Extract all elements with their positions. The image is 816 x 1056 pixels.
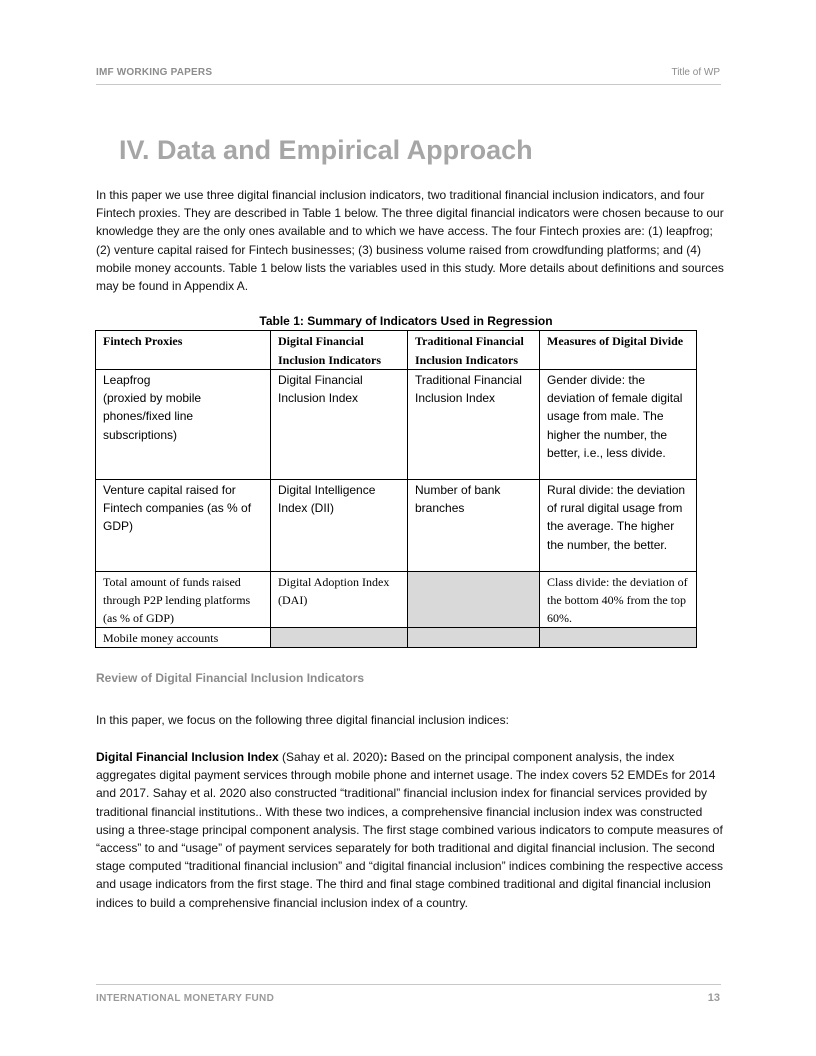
cell-digital: Digital Financial Inclusion Index [271,370,408,480]
table-row [96,480,697,572]
indicators-table [95,330,697,648]
cell-proxy: Mobile money accounts [96,628,271,648]
footer-organization: INTERNATIONAL MONETARY FUND [96,993,275,1004]
cell-divide-empty [540,628,697,648]
table-row [96,628,697,648]
intro-paragraph: In this paper we use three digital financial inclusion indicators, two traditional financial inclusion indicators, and four Fintech proxies. They are described in Table 1 below. The three digital financial indicators were chosen because to our knowledge they are the only ones available and to which we have access. The four Fintech proxies are: (1) leapfrog; (2) venture capital raised for Fintech businesses; (3) business volume raised from crowdfunding platforms; and (4) mobile money accounts. Table 1 below lists the variables used in this study. More details about definitions and sources may be found in Appendix A. [96,188,724,294]
proxy-line: subscriptions) [103,427,178,442]
dfii-colon: : [383,750,388,764]
proxy-line: Leapfrog [103,373,151,387]
table-caption: Table 1: Summary of Indicators Used in Regression [259,314,553,328]
header-title-label: Title of WP [671,67,720,78]
cell-traditional: Number of bank branches [408,480,540,572]
cell-traditional-empty [408,572,540,628]
footer-divider [96,984,721,985]
cell-digital: Digital Intelligence Index (DII) [271,480,408,572]
page-number: 13 [707,992,720,1004]
cell-divide: Rural divide: the deviation of rural digital usage from the average. The higher the number, the better. [540,480,697,572]
cell-traditional-empty [408,628,540,648]
proxy-line: (proxied by mobile [103,391,202,406]
cell-traditional: Traditional Financial Inclusion Index [408,370,540,480]
table-header-row [96,331,697,370]
header-digital-indicators: Digital Financial Inclusion Indicators [271,331,408,370]
review-heading: Review of Digital Financial Inclusion Indicators [96,671,365,685]
cell-divide: Gender divide: the deviation of female digital usage from male. The higher the number, the better, i.e., less divide. [540,370,697,480]
cell-proxy [96,370,271,480]
dfii-term: Digital Financial Inclusion Index [96,750,279,764]
cell-proxy: Venture capital raised for Fintech companies (as % of GDP) [96,480,271,572]
cell-digital-empty [271,628,408,648]
dfii-paragraph [96,748,726,912]
table-row [96,572,697,628]
proxy-line: phones/fixed line [103,409,194,424]
dfii-citation: (Sahay et al. 2020) [278,750,384,764]
header-fintech-proxies: Fintech Proxies [96,331,271,370]
header-digital-divide: Measures of Digital Divide [540,331,697,370]
review-lead-paragraph: In this paper, we focus on the following three digital financial inclusion indices: [96,713,509,727]
table-row [96,370,697,480]
header-series-label: IMF WORKING PAPERS [96,67,213,78]
header-divider [96,84,721,85]
dfii-body: Based on the principal component analysis, the index aggregates digital payment services through mobile phone and internet usage. The index covers 52 EMDEs for 2014 and 2017. Sahay et al. 2020 also constructed “traditional” financial inclusion index for financial services provided by traditional financial institutions.. With these two indices, a comprehensive financial inclusion index was constructed using a three-stage principal component analysis. The first stage combined various indicators to compute measures of “access” to and “usage” of payment services separately for both traditional and digital financial inclusion. The second stage computed “traditional financial inclusion” and “digital financial inclusion” indices combining the respective access and usage indicators from the first stage. The third and final stage combined traditional and digital financial inclusion indices to build a comprehensive financial inclusion index of a country. [96,750,723,910]
cell-proxy: Total amount of funds raised through P2P lending platforms (as % of GDP) [96,572,271,628]
cell-divide: Class divide: the deviation of the bottom 40% from the top 60%. [540,572,697,628]
header-traditional-indicators: Traditional Financial Inclusion Indicators [408,331,540,370]
cell-digital: Digital Adoption Index (DAI) [271,572,408,628]
section-title: IV. Data and Empirical Approach [119,135,533,165]
